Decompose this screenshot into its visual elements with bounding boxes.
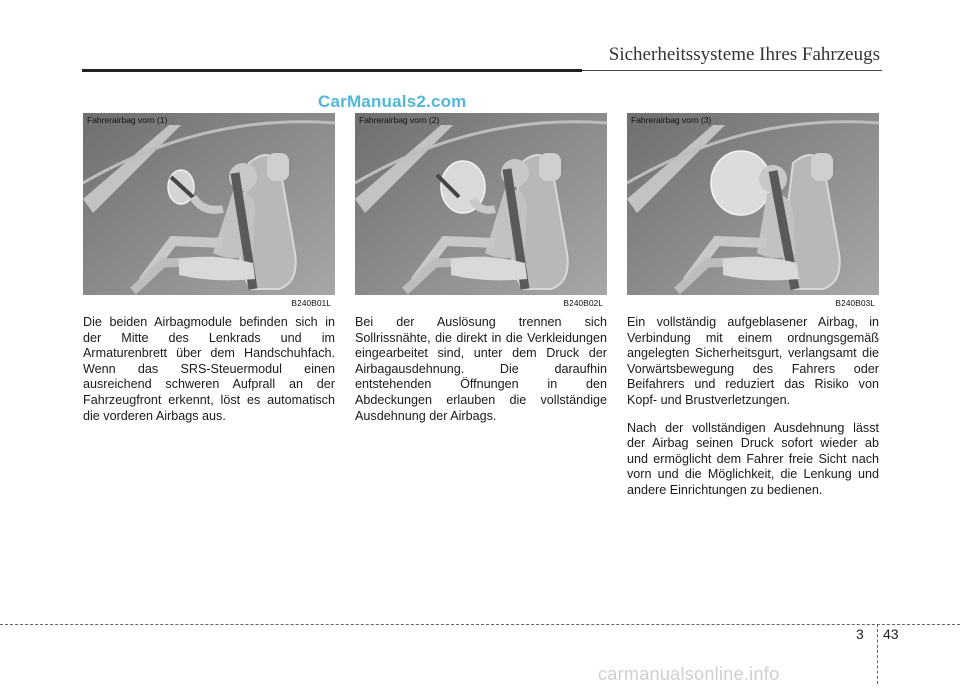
- text-column-2: [355, 315, 607, 436]
- header-rule: [82, 69, 582, 72]
- airbag-illustration-3: [627, 113, 879, 309]
- text-column-3: [627, 315, 879, 511]
- header-rule-thin: [582, 70, 882, 71]
- figure-airbag-stage-3: [627, 113, 879, 309]
- figure-code: B240B01L: [291, 298, 331, 308]
- figure-code: B240B02L: [563, 298, 603, 308]
- figure-code: B240B03L: [835, 298, 875, 308]
- paragraph: Die beiden Airbagmodule befinden sich in der Mitte des Lenkrads und im Armaturenbrett über dem Handschuhfach. Wenn das SRS-Steuermodul einen ausreichend schweren Aufprall an der Fahrzeugfront erkennt, löst es automatisch die vorderen Airbags aus.: [83, 315, 335, 423]
- figure-airbag-stage-2: [355, 113, 607, 309]
- paragraph: Nach der vollständigen Ausdehnung lässt der Airbag seinen Druck sofort wieder ab und ermöglicht dem Fahrer freie Sicht nach vorn und die Möglichkeit, die Lenkung und andere Einrichtungen zu bedienen.: [627, 420, 879, 497]
- page-header-title: Sicherheitssysteme Ihres Fahrzeugs: [608, 44, 880, 65]
- page-number: 43: [883, 626, 899, 642]
- airbag-illustration-1: [83, 113, 335, 309]
- figure-airbag-stage-1: [83, 113, 335, 309]
- paragraph: Ein vollständig aufgeblasener Airbag, in Verbindung mit einem ordnungsgemäß angelegten Sicherheitsgurt, verlangsamt die Vorwärtsbewegung des Fahrers oder Beifahrers und reduziert das Risiko von Kopf- und Brustverletzungen.: [627, 315, 879, 407]
- watermark-bottom: carmanualsonline.info: [598, 664, 780, 684]
- footer-divider: [877, 624, 878, 684]
- figure-caption: Fahrerairbag vorn (2): [359, 115, 440, 125]
- paragraph: Bei der Auslösung trennen sich Sollrissnähte, die direkt in die Verkleidungen eingearbeitet sind, unter dem Druck der Airbagausdehnung. Die daraufhin entstehenden Öffnungen in den Abdeckungen erlauben die vollständige Ausdehnung der Airbags.: [355, 315, 607, 423]
- footer-rule: [0, 624, 960, 625]
- airbag-illustration-2: [355, 113, 607, 309]
- section-number: 3: [856, 626, 864, 642]
- watermark-top: CarManuals2.com: [318, 92, 467, 111]
- text-column-1: [83, 315, 335, 436]
- figure-caption: Fahrerairbag vorn (3): [631, 115, 712, 125]
- figure-caption: Fahrerairbag vorn (1): [87, 115, 168, 125]
